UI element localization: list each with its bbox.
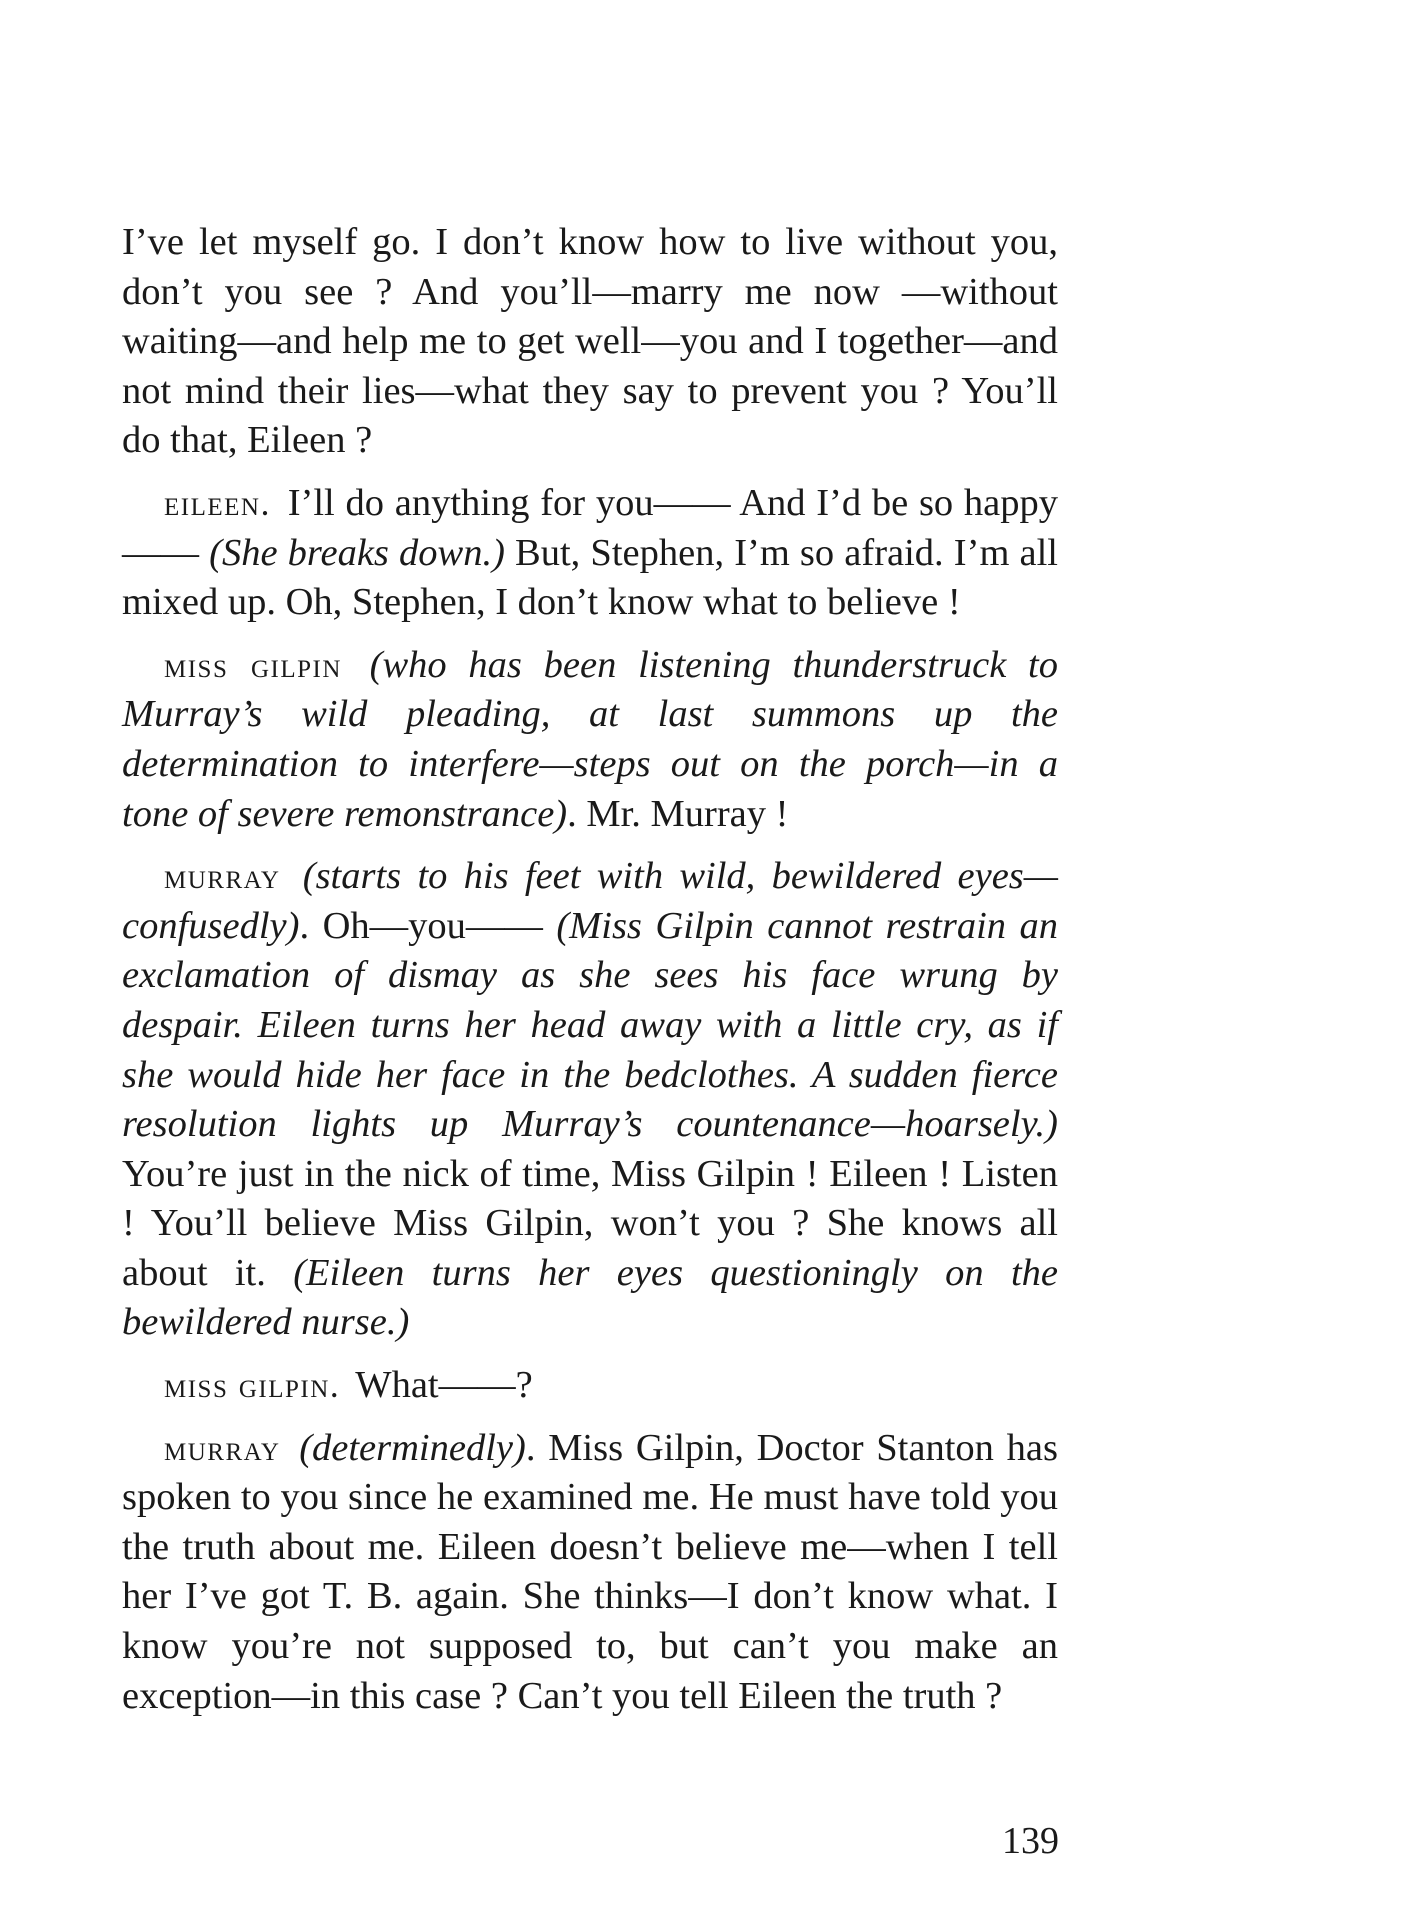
stage-direction: (determinedly): [299, 1426, 526, 1469]
speaker-name: miss gilpin: [164, 644, 342, 685]
stage-direction: (Miss Gilpin cannot restrain an exclamation of dismay as she sees his face wrung by despair. Eileen turns her head away with a little cry, as if she would hide her face in the bedclothes. A sudden fierce resolution lights up Murray’s countenance—hoarsely.): [122, 904, 1058, 1146]
page-number: 139: [1002, 1820, 1059, 1862]
speaker-name: murray: [164, 1427, 281, 1468]
paragraph-continuation: [122, 218, 1058, 466]
speech-miss-gilpin-short: [122, 1361, 1058, 1411]
dialogue-text: But, Stephen, I’m so afraid. I’m all mixed up. Oh, Stephen, I don’t know what to believe !: [122, 531, 1059, 624]
speaker-name: miss gilpin.: [164, 1365, 341, 1406]
dialogue-text: I’ll do anything for you—— And I’d be so happy——: [122, 481, 1059, 574]
speech-murray-determined: [122, 1424, 1058, 1722]
speaker-name: murray: [164, 856, 281, 897]
dialogue-text: . Miss Gilpin, Doctor Stanton has spoken to you since he examined me. He must have told you the truth about me. Eileen doesn’t believe me—when I tell her I’ve got T. B. again. She thinks—I don’t know what. I know you’re not supposed to, but can’t you make an exception—in this case ? Can’t you tell Eileen the truth ?: [122, 1426, 1058, 1717]
dialogue-text: . Mr. Murray !: [567, 792, 789, 835]
dialogue-text: What——?: [355, 1364, 533, 1407]
stage-direction: (She breaks down.): [209, 531, 505, 574]
dialogue-text: You’re just in the nick of time, Miss Gilpin ! Eileen ! Listen ! You’ll believe Miss Gilpin, won’t you ? She knows all about it.: [122, 1152, 1058, 1294]
speech-eileen: [122, 479, 1058, 628]
stage-direction: (starts to his feet with wild, bewildered eyes—confusedly): [122, 855, 1059, 947]
stage-direction: (who has been listening thunderstruck to Murray’s wild pleading, at last summons up the determination to interfere—steps out on the porch—in a tone of severe remonstrance): [122, 643, 1058, 835]
speaker-name: eileen.: [164, 482, 271, 523]
play-text-body: [122, 218, 1058, 1721]
stage-direction: (Eileen turns her eyes questioningly on the bewildered nurse.): [122, 1251, 1058, 1344]
dialogue-text: . Oh—you——: [299, 904, 557, 947]
speech-murray: [122, 852, 1058, 1348]
speech-miss-gilpin: [122, 641, 1058, 839]
dialogue-text: I’ve let myself go. I don’t know how to live without you, don’t you see ? And you’ll—marry me now —without waiting—and help me to get well—you and I together—and not mind their lies—what they say to prevent you ? You’ll do that, Eileen ?: [122, 221, 1058, 462]
